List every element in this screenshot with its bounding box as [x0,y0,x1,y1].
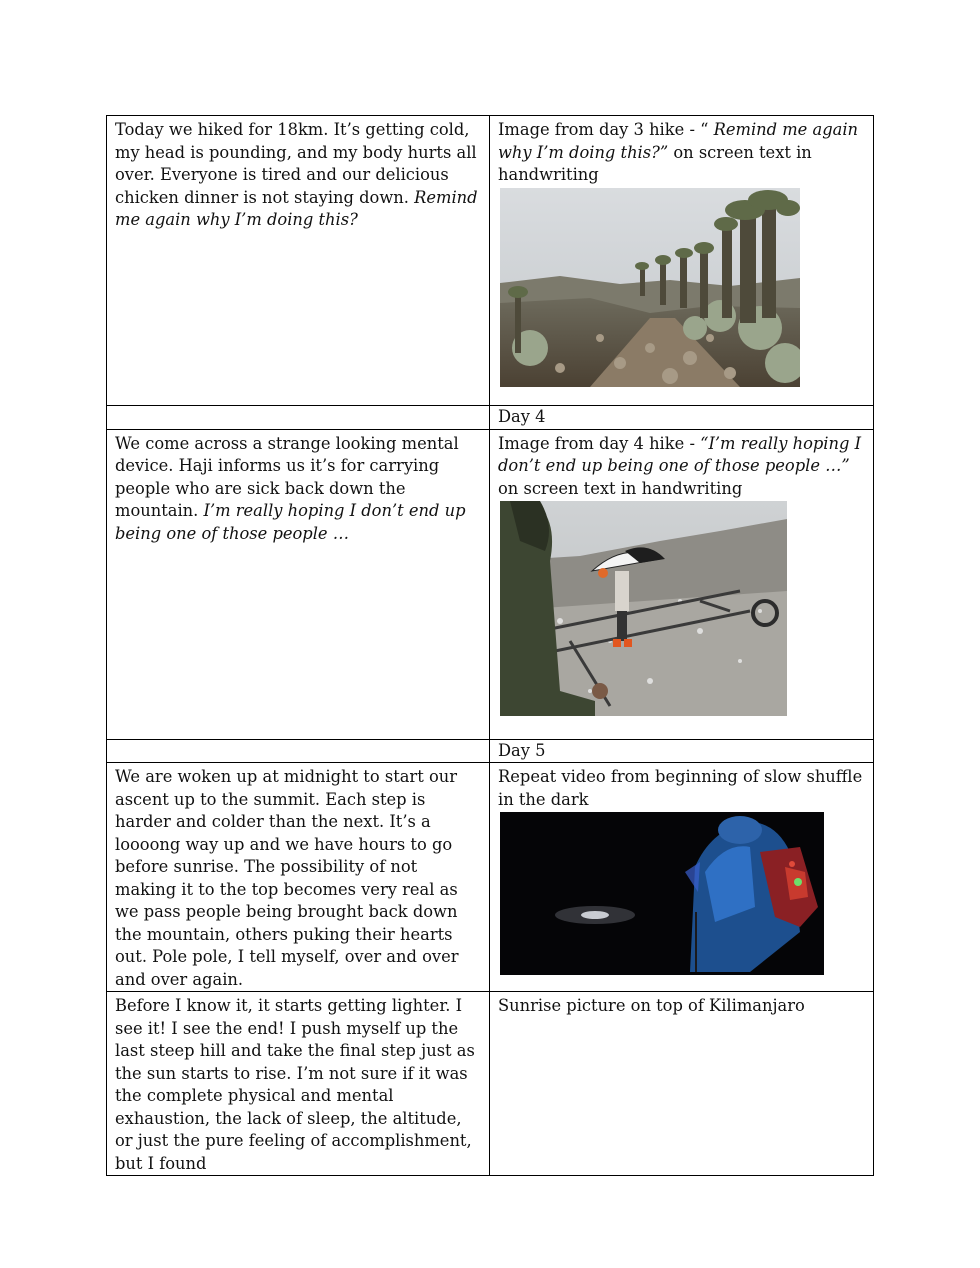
narration-cell [107,763,490,992]
day3-hike-photo [500,188,865,387]
narration-cell [107,992,490,1176]
table-row [107,406,874,430]
narration-text: We are woken up at midnight to start our ascent up to the summit. Each step is harder and colder than the next. It’s a loooong way up and we have hours to go before sunrise. The possibility of not making it to the top becomes very real as we pass people being brought back down the mountain, others puking their hearts out. Pole pole, I tell myself, over and over and over again. [115,767,459,989]
narration-text: Today we hiked for 18km. It’s getting cold, my head is pounding, and my body hurts all over. Everyone is tired and our delicious chicken dinner is not staying down. [115,120,477,207]
day-label: Day 5 [490,739,874,763]
visual-italic: Remind me again why I’m doing this?” [498,120,859,162]
visual-text-post: on screen text in handwriting [498,478,743,498]
visual-text: Repeat video from beginning of slow shuffle in the dark [498,767,863,809]
visual-cell [490,992,874,1176]
narration-text: Before I know it, it starts getting lighter. I see it! I see the end! I push myself up the last steep hill and take the final step just as the sun starts to rise. I’m not sure if it was the complete physical and mental exhaustion, the lack of sleep, the altitude, or just the pure feeling of accomplishment, but I found [115,996,475,1173]
visual-cell [490,763,874,992]
visual-text: Sunrise picture on top of Kilimanjaro [498,996,805,1015]
visual-cell [490,429,874,739]
narration-cell [107,429,490,739]
table-row [107,763,874,992]
visual-text: Image from day 3 hike - “ [498,120,714,139]
table-row [107,116,874,406]
visual-cell [490,116,874,406]
table-row [107,739,874,763]
narration-cell [107,116,490,406]
night-shuffle-still [500,812,865,975]
empty-cell [107,739,490,763]
empty-cell [107,406,490,430]
visual-italic: “I’m really hoping I don’t end up being one of those people …” [498,433,862,475]
day-label: Day 4 [490,406,874,430]
narration-italic: Remind me again why I’m doing this? [115,187,478,229]
storyboard-table [106,115,874,1176]
day4-hike-photo [500,501,865,716]
visual-text: Image from day 4 hike - [498,433,701,453]
narration-text: We come across a strange looking mental device. Haji informs us it’s for carrying people who are sick back down the mountain. [115,433,459,520]
narration-italic: I’m really hoping I don’t end up being one of those people … [115,501,466,543]
table-row [107,992,874,1176]
table-row [107,429,874,739]
visual-text-post: on screen text in handwriting [498,142,812,184]
